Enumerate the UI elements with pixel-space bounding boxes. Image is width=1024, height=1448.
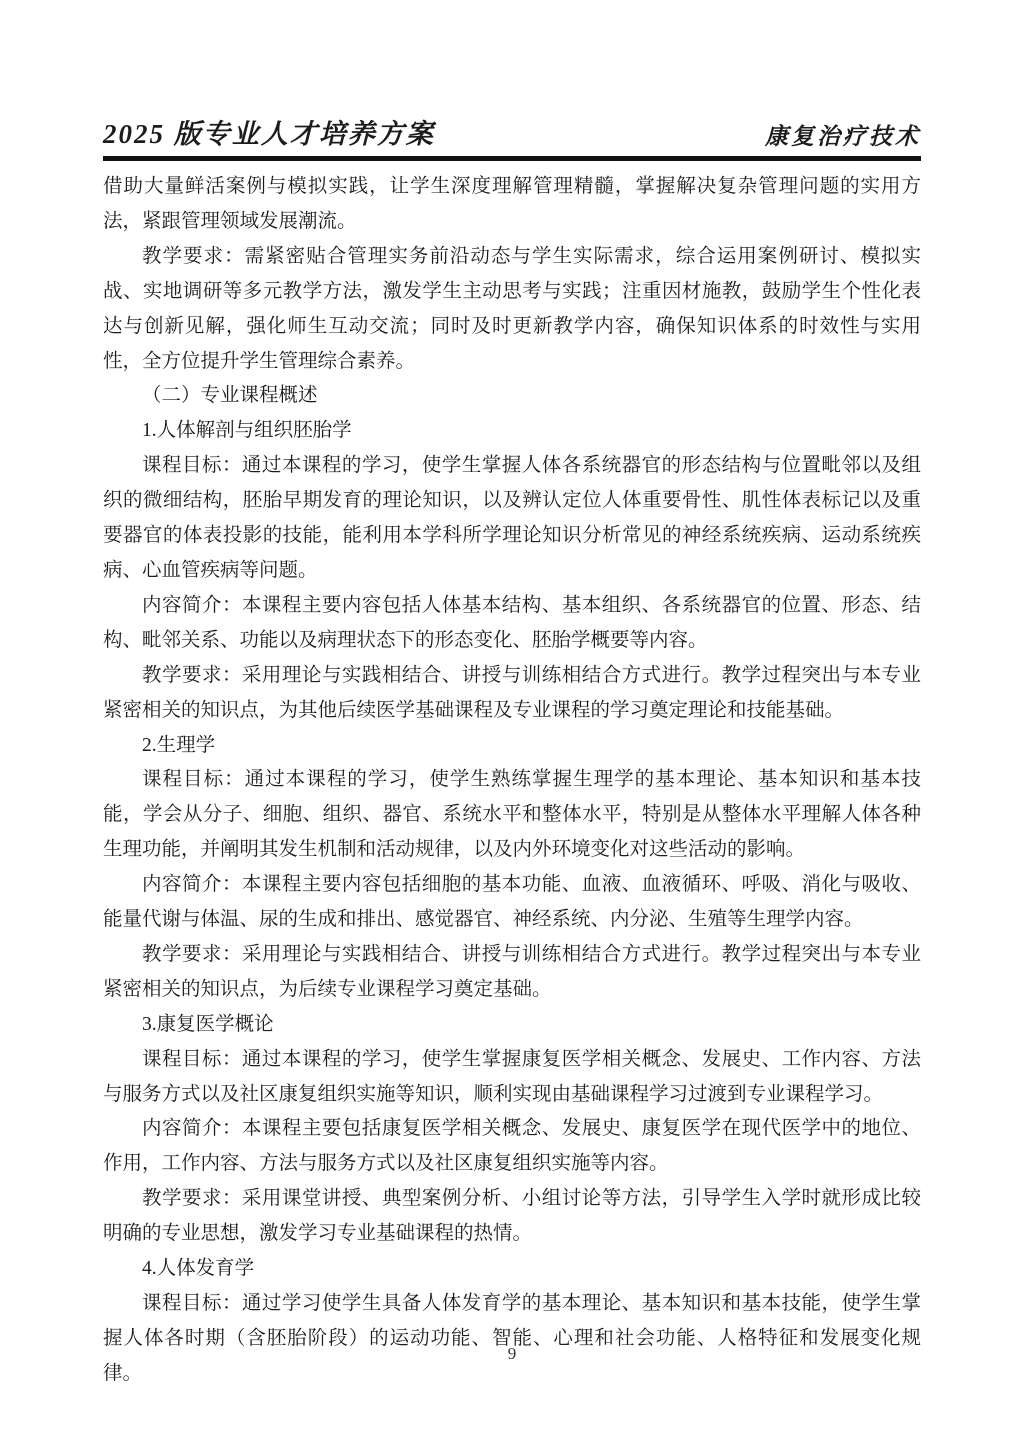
- paragraph: 借助大量鲜活案例与模拟实践，让学生深度理解管理精髓，掌握解决复杂管理问题的实用方法，紧跟管理领域发展潮流。: [103, 176, 921, 232]
- course-title: 2.生理学: [142, 734, 216, 756]
- document-body: [103, 170, 921, 1392]
- course-title: 3.康复医学概论: [142, 1013, 274, 1035]
- paragraph: 内容简介：本课程主要内容包括人体基本结构、基本组织、各系统器官的位置、形态、结构、毗邻关系、功能以及病理状态下的形态变化、胚胎学概要等内容。: [103, 594, 921, 651]
- paragraph: 课程目标：通过本课程的学习，使学生掌握人体各系统器官的形态结构与位置毗邻以及组织的微细结构，胚胎早期发育的理论知识，以及辨认定位人体重要骨性、肌性体表标记以及重要器官的体表投影的技能，能利用本学科所学理论知识分析常见的神经系统疾病、运动系统疾病、心血管疾病等问题。: [103, 455, 921, 581]
- header-row: [103, 112, 921, 151]
- header-divider-rule: [103, 156, 921, 161]
- paragraph: 内容简介：本课程主要包括康复医学相关概念、发展史、康复医学在现代医学中的地位、作用，工作内容、方法与服务方式以及社区康复组织实施等内容。: [103, 1118, 921, 1175]
- paragraph: 内容简介：本课程主要内容包括细胞的基本功能、血液、血液循环、呼吸、消化与吸收、能量代谢与体温、尿的生成和排出、感觉器官、神经系统、内分泌、生殖等生理学内容。: [103, 874, 921, 931]
- paragraph: 课程目标：通过本课程的学习，使学生掌握康复医学相关概念、发展史、工作内容、方法与服务方式以及社区康复组织实施等知识，顺利实现由基础课程学习过渡到专业课程学习。: [103, 1048, 921, 1105]
- header-left-title: 2025 版专业人才培养方案: [103, 119, 435, 149]
- course-title: 4.人体发育学: [142, 1258, 255, 1280]
- page-footer: [0, 1344, 1024, 1364]
- page-header: [103, 112, 921, 161]
- course-title: 1.人体解剖与组织胚胎学: [142, 420, 352, 442]
- paragraph: 教学要求：采用理论与实践相结合、讲授与训练相结合方式进行。教学过程突出与本专业紧密相关的知识点，为其他后续医学基础课程及专业课程的学习奠定理论和技能基础。: [103, 664, 921, 721]
- header-right-title: 康复治疗技术: [765, 124, 921, 149]
- section-heading: （二）专业课程概述: [142, 385, 318, 407]
- paragraph: 教学要求：采用课堂讲授、典型案例分析、小组讨论等方法，引导学生入学时就形成比较明确的专业思想，激发学习专业基础课程的热情。: [103, 1188, 921, 1245]
- paragraph: 教学要求：采用理论与实践相结合、讲授与训练相结合方式进行。教学过程突出与本专业紧密相关的知识点，为后续专业课程学习奠定基础。: [103, 943, 921, 1000]
- paragraph: 课程目标：通过本课程的学习，使学生熟练掌握生理学的基本理论、基本知识和基本技能，学会从分子、细胞、组织、器官、系统水平和整体水平，特别是从整体水平理解人体各种生理功能，并阐明其发生机制和活动规律，以及内外环境变化对这些活动的影响。: [103, 769, 921, 861]
- paragraph: 课程目标：通过学习使学生具备人体发育学的基本理论、基本知识和基本技能，使学生掌握人体各时期（含胚胎阶段）的运动功能、智能、心理和社会功能、人格特征和发展变化规律。: [103, 1293, 921, 1384]
- paragraph: 教学要求：需紧密贴合管理实务前沿动态与学生实际需求，综合运用案例研讨、模拟实战、实地调研等多元教学方法，激发学生主动思考与实践；注重因材施教，鼓励学生个性化表达与创新见解，强化师生互动交流；同时及时更新教学内容，确保知识体系的时效性与实用性，全方位提升学生管理综合素养。: [103, 245, 921, 372]
- page-number: 9: [507, 1344, 517, 1363]
